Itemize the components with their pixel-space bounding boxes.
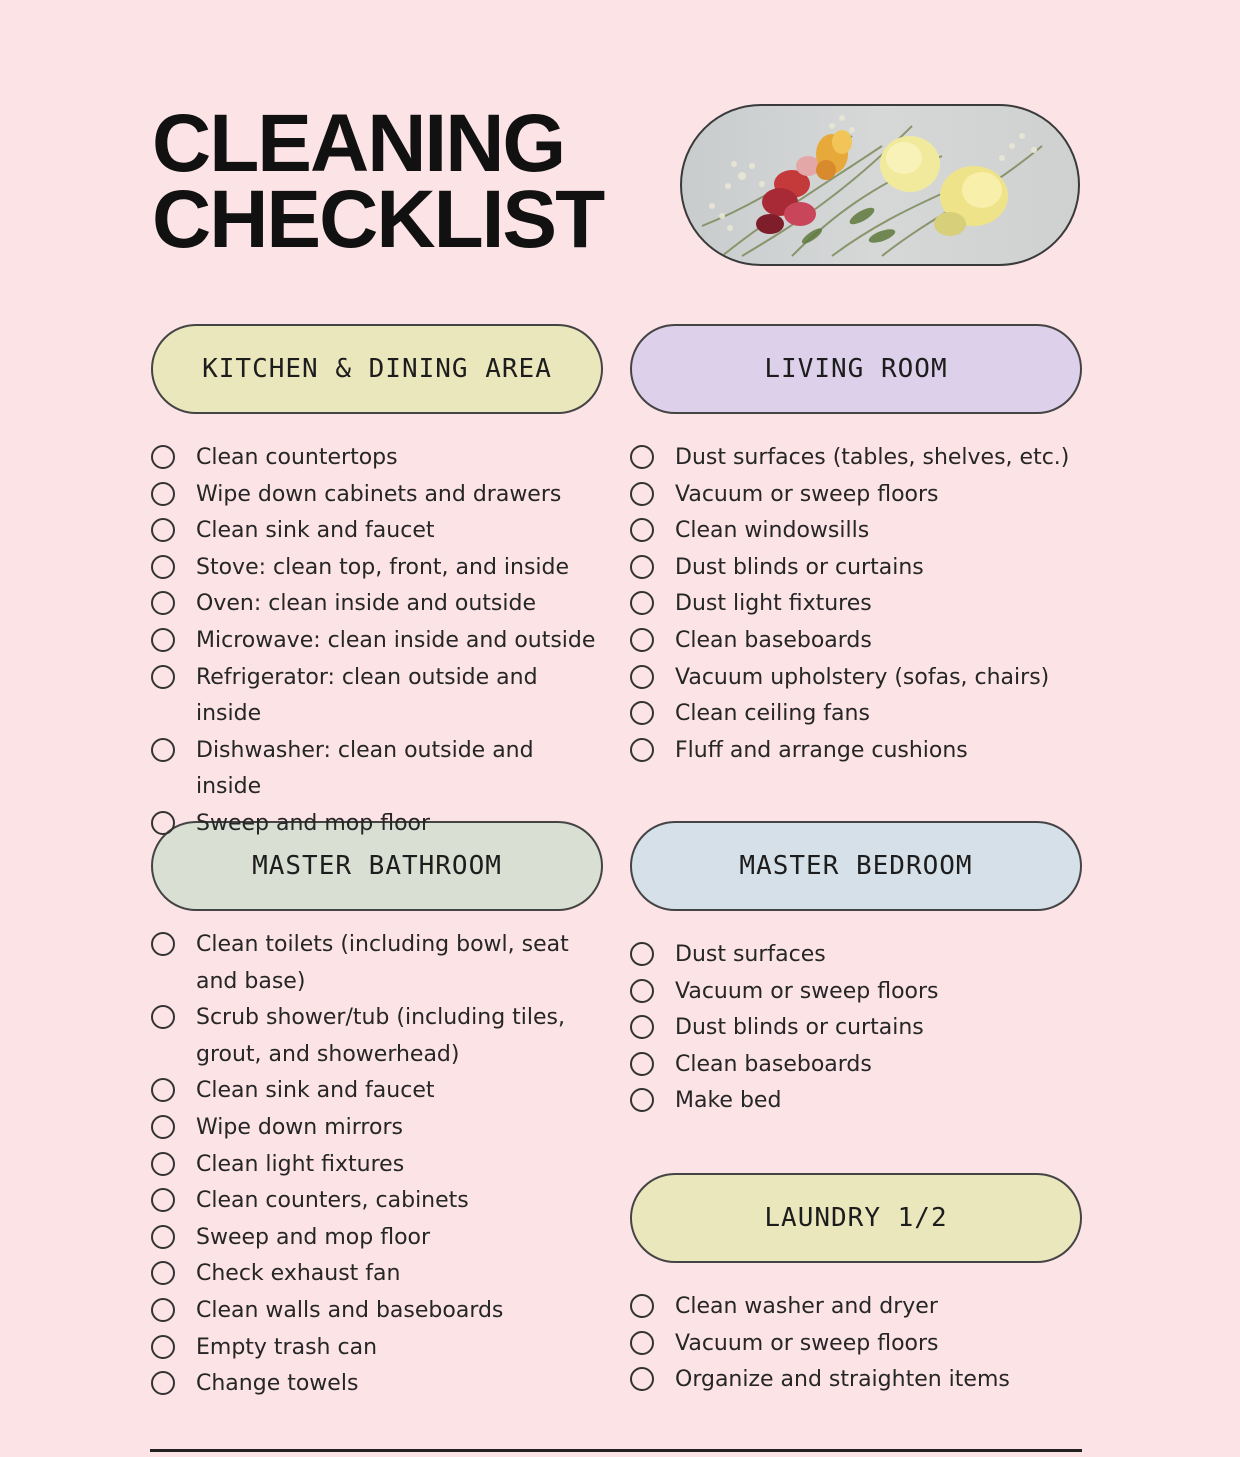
checklist-item[interactable]: [630, 733, 1080, 770]
checklist-item-label: Oven: clean inside and outside: [196, 591, 536, 617]
checkbox-circle-icon[interactable]: [630, 482, 654, 506]
checklist-item[interactable]: [630, 586, 1080, 623]
checkbox-circle-icon[interactable]: [630, 979, 654, 1003]
checklist-item-label: Clean sink and faucet: [196, 518, 435, 544]
page-title-line-2: CHECKLIST: [152, 174, 604, 265]
flower-bouquet-illustration: [682, 106, 1078, 264]
checkbox-circle-icon[interactable]: [630, 1088, 654, 1112]
checklist-item-label: Clean counters, cabinets: [196, 1188, 469, 1214]
section-header-living-room: LIVING ROOM: [630, 324, 1082, 414]
checkbox-circle-icon[interactable]: [151, 518, 175, 542]
checkbox-circle-icon[interactable]: [630, 701, 654, 725]
checklist-item-label: Clean sink and faucet: [196, 1078, 435, 1104]
checklist-item[interactable]: [630, 477, 1080, 514]
kitchen-checklist: [151, 440, 601, 843]
checkbox-circle-icon[interactable]: [630, 628, 654, 652]
checklist-item-label: Dust surfaces: [675, 942, 826, 967]
section-header-laundry: LAUNDRY 1/2: [630, 1173, 1082, 1263]
checkbox-circle-icon[interactable]: [151, 1152, 175, 1176]
checkbox-circle-icon[interactable]: [630, 518, 654, 542]
checkbox-circle-icon[interactable]: [151, 1261, 175, 1285]
checklist-item[interactable]: [151, 1183, 591, 1220]
living-room-checklist: [630, 440, 1080, 769]
checklist-item[interactable]: [630, 623, 1080, 660]
checklist-item[interactable]: [151, 623, 601, 660]
checkbox-circle-icon[interactable]: [151, 445, 175, 469]
laundry-checklist: [630, 1289, 1080, 1399]
checkbox-circle-icon[interactable]: [151, 738, 175, 762]
checklist-item-label: Organize and straighten items: [675, 1367, 1010, 1393]
checklist-item[interactable]: [151, 550, 601, 587]
checklist-item[interactable]: [630, 550, 1080, 587]
checklist-item-label: Change towels: [196, 1371, 359, 1397]
checklist-item-label: Sweep and mop floor: [196, 1224, 431, 1250]
checklist-item-label: Microwave: clean inside and outside: [196, 627, 596, 653]
flower-bouquet-photo: [680, 104, 1080, 266]
checklist-item[interactable]: [151, 1000, 591, 1073]
checklist-item-label: Clean ceiling fans: [675, 701, 870, 727]
checkbox-circle-icon[interactable]: [151, 591, 175, 615]
checklist-item-label: Wipe down cabinets and drawers: [196, 481, 562, 507]
checklist-item-label: Empty trash can: [196, 1334, 378, 1360]
checklist-item[interactable]: [630, 937, 1080, 974]
checkbox-circle-icon[interactable]: [151, 932, 175, 956]
checkbox-circle-icon[interactable]: [151, 1371, 175, 1395]
page-title: [152, 98, 604, 265]
checklist-item[interactable]: [630, 660, 1080, 697]
checklist-item[interactable]: [630, 1047, 1080, 1084]
checkbox-circle-icon[interactable]: [630, 1367, 654, 1391]
footer-divider: [150, 1449, 1082, 1452]
checklist-item[interactable]: [151, 513, 601, 550]
master-bathroom-checklist: [151, 927, 591, 1403]
checklist-item-label: Clean light fixtures: [196, 1151, 405, 1177]
checklist-item-label: Vacuum or sweep floors: [675, 1330, 939, 1356]
checkbox-circle-icon[interactable]: [630, 1015, 654, 1039]
checklist-item-label: Dust blinds or curtains: [675, 1015, 924, 1041]
checkbox-circle-icon[interactable]: [151, 1115, 175, 1139]
checkbox-circle-icon[interactable]: [151, 665, 175, 689]
checkbox-circle-icon[interactable]: [151, 555, 175, 579]
checklist-item-label: Dust blinds or curtains: [675, 554, 924, 580]
master-bedroom-checklist: [630, 937, 1080, 1120]
checkbox-circle-icon[interactable]: [630, 1331, 654, 1355]
checklist-item[interactable]: [630, 1362, 1080, 1399]
checklist-item-label: Fluff and arrange cushions: [675, 737, 968, 763]
checkbox-circle-icon[interactable]: [151, 1005, 175, 1029]
checklist-item[interactable]: [151, 1073, 591, 1110]
checklist-item-label: Vacuum upholstery (sofas, chairs): [675, 664, 1050, 690]
checklist-item[interactable]: [151, 733, 601, 806]
checklist-item[interactable]: [151, 660, 601, 733]
checkbox-circle-icon[interactable]: [151, 1335, 175, 1359]
checklist-item-label: Clean countertops: [196, 445, 398, 470]
checklist-item-label: Check exhaust fan: [196, 1261, 401, 1287]
checklist-item-label: Clean toilets (including bowl, seat and base): [196, 932, 569, 994]
checklist-item-label: Vacuum or sweep floors: [675, 481, 939, 507]
checklist-item-label: Make bed: [675, 1088, 782, 1114]
checklist-item-label: Vacuum or sweep floors: [675, 978, 939, 1004]
checkbox-circle-icon[interactable]: [630, 942, 654, 966]
checklist-item[interactable]: [151, 1366, 591, 1403]
checklist-item[interactable]: [151, 927, 591, 1000]
checkbox-circle-icon[interactable]: [630, 445, 654, 469]
checklist-item[interactable]: [630, 974, 1080, 1011]
checklist-item[interactable]: [630, 440, 1080, 477]
checkbox-circle-icon[interactable]: [151, 1188, 175, 1212]
checklist-item-label: Clean windowsills: [675, 518, 870, 544]
checklist-item[interactable]: [151, 1147, 591, 1184]
checkbox-circle-icon[interactable]: [151, 1078, 175, 1102]
checkbox-circle-icon[interactable]: [151, 1225, 175, 1249]
section-header-kitchen: KITCHEN & DINING AREA: [151, 324, 603, 414]
checklist-item-label: Wipe down mirrors: [196, 1114, 403, 1140]
checklist-item-label: Clean baseboards: [675, 1051, 872, 1077]
checklist-item[interactable]: [630, 1326, 1080, 1363]
checklist-item[interactable]: [151, 1256, 591, 1293]
checklist-item[interactable]: [151, 1110, 591, 1147]
checkbox-circle-icon[interactable]: [630, 591, 654, 615]
checklist-item[interactable]: [151, 1330, 591, 1367]
checkbox-circle-icon[interactable]: [630, 555, 654, 579]
checkbox-circle-icon[interactable]: [630, 665, 654, 689]
checklist-item-label: Dust surfaces (tables, shelves, etc.): [675, 445, 1070, 470]
checklist-item-label: Refrigerator: clean outside and inside: [196, 664, 538, 727]
checklist-item[interactable]: [151, 1220, 591, 1257]
section-header-master-bathroom: MASTER BATHROOM: [151, 821, 603, 911]
checklist-item[interactable]: [630, 696, 1080, 733]
checklist-item[interactable]: [151, 1293, 591, 1330]
checklist-item[interactable]: [151, 586, 601, 623]
checklist-item[interactable]: [630, 1083, 1080, 1120]
checkbox-circle-icon[interactable]: [151, 628, 175, 652]
checklist-item-label: Scrub shower/tub (including tiles, grout, and showerhead): [196, 1005, 565, 1067]
checklist-item-label: Dust light fixtures: [675, 591, 872, 617]
page-title-line-1: CLEANING: [152, 98, 565, 189]
section-header-master-bedroom: MASTER BEDROOM: [630, 821, 1082, 911]
checkbox-circle-icon[interactable]: [151, 482, 175, 506]
checkbox-circle-icon[interactable]: [151, 811, 175, 835]
checklist-item[interactable]: [630, 1010, 1080, 1047]
checklist-item[interactable]: [630, 1289, 1080, 1326]
checklist-item-label: Sweep and mop floor: [196, 810, 431, 836]
checklist-item-label: Dishwasher: clean outside and inside: [196, 737, 534, 800]
checklist-item-label: Clean baseboards: [675, 627, 872, 653]
checkbox-circle-icon[interactable]: [630, 738, 654, 762]
checklist-item[interactable]: [151, 477, 601, 514]
checklist-item-label: Stove: clean top, front, and inside: [196, 554, 570, 580]
checkbox-circle-icon[interactable]: [630, 1294, 654, 1318]
checklist-item[interactable]: [151, 806, 601, 843]
checklist-item[interactable]: [151, 440, 601, 477]
checklist-item-label: Clean washer and dryer: [675, 1294, 938, 1319]
checkbox-circle-icon[interactable]: [151, 1298, 175, 1322]
checklist-item[interactable]: [630, 513, 1080, 550]
checklist-item-label: Clean walls and baseboards: [196, 1297, 504, 1323]
checkbox-circle-icon[interactable]: [630, 1052, 654, 1076]
